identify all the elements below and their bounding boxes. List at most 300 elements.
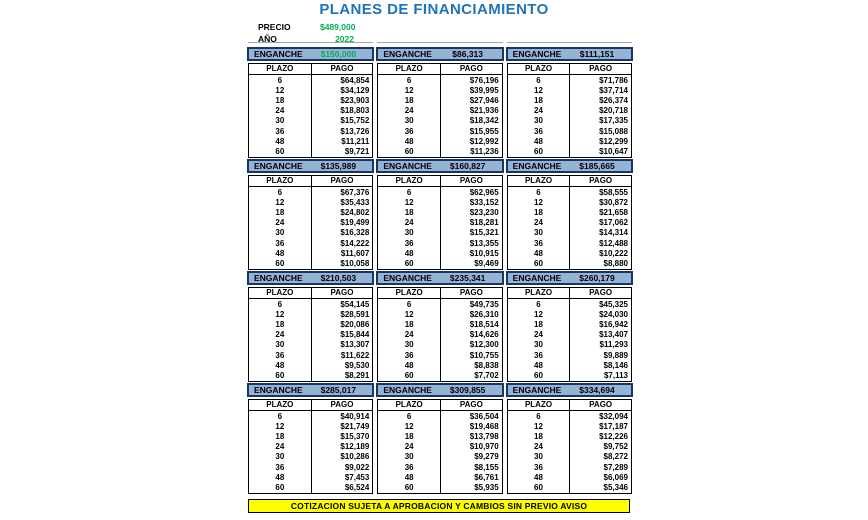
pago-cell: $33,152 (469, 197, 499, 207)
enganche-amount: $309,855 (449, 385, 486, 395)
plan-table (507, 160, 632, 270)
table-row (508, 452, 631, 462)
table-row (378, 228, 501, 238)
enganche-amount: $334,694 (579, 385, 615, 395)
pago-cell: $11,236 (470, 146, 499, 156)
table-row (378, 442, 501, 452)
table-row (508, 462, 631, 472)
pago-column-header: PAGO (459, 288, 483, 297)
pago-cell: $9,022 (344, 462, 370, 472)
plazo-cell: 60 (508, 482, 571, 492)
table-row (249, 411, 372, 421)
enganche-label: ENGANCHE (512, 161, 562, 171)
column-rule (507, 42, 632, 43)
table-row (508, 207, 631, 217)
table-row (508, 258, 631, 268)
plazo-cell: 24 (508, 442, 571, 452)
pago-cell: $12,300 (469, 340, 499, 350)
plazo-cell: 6 (508, 187, 571, 197)
table-row (508, 330, 631, 340)
table-row (378, 258, 501, 268)
enganche-amount: $285,017 (320, 385, 357, 395)
table-row (508, 442, 631, 452)
plazo-cell: 36 (249, 126, 312, 136)
table-row (508, 309, 631, 319)
table-row (249, 350, 372, 360)
pago-cell: $8,155 (474, 462, 499, 472)
pago-cell: $8,291 (344, 370, 370, 380)
plazo-column-header: PLAZO (249, 400, 312, 410)
pago-cell: $9,752 (603, 442, 628, 452)
enganche-header (377, 384, 502, 396)
table-row (249, 360, 372, 370)
pago-cell: $10,286 (340, 452, 370, 462)
plazo-cell: 6 (249, 299, 312, 309)
pago-cell: $13,307 (340, 340, 370, 350)
price-label: PRECIO (258, 22, 291, 32)
enganche-amount: $160,827 (449, 161, 486, 171)
enganche-header (248, 384, 373, 396)
footer-notice-text: COTIZACION SUJETA A APROBACION Y CAMBIOS SIN PREVIO AVISO (290, 501, 588, 511)
enganche-amount: $185,665 (579, 161, 615, 171)
table-header-row (249, 176, 372, 187)
pago-cell: $17,335 (599, 116, 628, 126)
plazo-cell: 48 (508, 472, 571, 482)
pago-cell: $14,626 (469, 330, 499, 340)
table-row (378, 248, 501, 258)
pago-cell: $13,798 (469, 431, 499, 441)
table-row (378, 482, 501, 492)
plazo-cell: 18 (378, 431, 441, 441)
pago-cell: $10,755 (469, 350, 499, 360)
enganche-label: ENGANCHE (383, 273, 432, 283)
plazo-column-header: PLAZO (249, 64, 312, 74)
table-row (249, 340, 372, 350)
page-title: PLANES DE FINANCIAMIENTO (319, 1, 549, 18)
plazo-cell: 48 (249, 360, 312, 370)
pago-cell: $16,328 (340, 228, 370, 238)
pago-cell: $9,721 (344, 146, 370, 156)
table-row (249, 197, 372, 207)
plazo-cell: 24 (378, 218, 441, 228)
plazo-cell: 48 (378, 472, 441, 482)
table-row (378, 299, 501, 309)
plazo-cell: 48 (378, 360, 441, 370)
pago-cell: $17,062 (599, 218, 628, 228)
table-row (249, 248, 372, 258)
pago-cell: $13,726 (340, 126, 370, 136)
pago-column-header: PAGO (589, 176, 613, 185)
table-row (508, 106, 631, 116)
plazo-cell: 6 (249, 187, 312, 197)
pago-cell: $18,514 (469, 319, 499, 329)
enganche-header (507, 160, 632, 172)
pago-cell: $10,647 (599, 146, 628, 156)
pago-cell: $7,453 (344, 472, 370, 482)
plazo-cell: 18 (508, 207, 571, 217)
enganche-header (248, 48, 373, 60)
enganche-amount: $210,503 (320, 273, 357, 283)
plazo-pago-table (248, 287, 373, 382)
table-header-row (378, 64, 501, 75)
table-row (508, 340, 631, 350)
plazo-cell: 36 (508, 238, 571, 248)
plazo-cell: 18 (378, 95, 441, 105)
plazo-cell: 36 (378, 238, 441, 248)
table-row (249, 238, 372, 248)
table-row (249, 299, 372, 309)
plazo-cell: 18 (508, 431, 571, 441)
pago-cell: $19,468 (469, 421, 499, 431)
pago-cell: $8,880 (603, 258, 628, 268)
enganche-label: ENGANCHE (383, 161, 432, 171)
plazo-cell: 24 (249, 106, 312, 116)
table-row (249, 309, 372, 319)
enganche-header (507, 48, 632, 60)
plazo-cell: 18 (249, 207, 312, 217)
plazo-cell: 60 (508, 258, 571, 268)
pago-cell: $24,802 (340, 207, 370, 217)
table-row (508, 126, 631, 136)
table-row (378, 330, 501, 340)
pago-cell: $12,488 (599, 238, 628, 248)
pago-cell: $12,992 (469, 136, 499, 146)
table-row (378, 75, 501, 85)
plazo-cell: 60 (378, 258, 441, 268)
plazo-cell: 12 (249, 421, 312, 431)
table-row (508, 136, 631, 146)
pago-cell: $39,995 (469, 85, 499, 95)
pago-cell: $9,889 (603, 350, 628, 360)
pago-cell: $54,145 (340, 299, 370, 309)
enganche-amount: $135,989 (320, 161, 357, 171)
table-row (378, 472, 501, 482)
enganche-label: ENGANCHE (254, 161, 303, 171)
pago-column-header: PAGO (330, 288, 354, 297)
plazo-column-header: PLAZO (249, 176, 312, 186)
table-row (378, 85, 501, 95)
plazo-cell: 6 (508, 299, 571, 309)
table-row (378, 238, 501, 248)
footer-banner (248, 499, 630, 513)
pago-cell: $12,226 (599, 431, 628, 441)
pago-cell: $20,086 (340, 319, 370, 329)
plazo-cell: 12 (378, 309, 441, 319)
pago-cell: $7,702 (474, 370, 499, 380)
plazo-cell: 24 (378, 442, 441, 452)
plazo-cell: 48 (249, 248, 312, 258)
plazo-cell: 30 (508, 228, 571, 238)
plazo-cell: 30 (508, 452, 571, 462)
plazo-cell: 24 (378, 106, 441, 116)
table-header-row (508, 64, 631, 75)
table-row (249, 319, 372, 329)
plazo-cell: 12 (378, 85, 441, 95)
pago-cell: $28,591 (340, 309, 370, 319)
pago-cell: $21,658 (599, 207, 628, 217)
pago-cell: $58,555 (599, 187, 628, 197)
table-row (508, 350, 631, 360)
pago-cell: $10,915 (469, 248, 499, 258)
pago-cell: $11,622 (340, 350, 370, 360)
plazo-cell: 36 (249, 350, 312, 360)
table-row (508, 116, 631, 126)
table-row (378, 106, 501, 116)
pago-cell: $7,289 (603, 462, 628, 472)
plazo-cell: 24 (249, 330, 312, 340)
enganche-label: ENGANCHE (383, 49, 432, 59)
plazo-cell: 12 (378, 197, 441, 207)
plazo-cell: 18 (249, 431, 312, 441)
plazo-column-header: PLAZO (249, 288, 312, 298)
plazo-cell: 36 (378, 462, 441, 472)
plazo-cell: 12 (508, 197, 571, 207)
plazo-column-header: PLAZO (508, 288, 571, 298)
pago-cell: $15,370 (340, 431, 370, 441)
enganche-label: ENGANCHE (383, 385, 432, 395)
table-row (378, 146, 501, 156)
enganche-label: ENGANCHE (512, 385, 562, 395)
year-label: AÑO (258, 34, 277, 44)
plazo-cell: 30 (378, 452, 441, 462)
plazo-cell: 18 (378, 319, 441, 329)
plazo-cell: 60 (249, 146, 312, 156)
pago-cell: $9,469 (474, 258, 499, 268)
plazo-pago-table (507, 287, 632, 382)
pago-cell: $49,735 (469, 299, 499, 309)
table-row (249, 187, 372, 197)
plan-table (248, 272, 373, 382)
plazo-cell: 60 (378, 146, 441, 156)
plazo-cell: 36 (249, 238, 312, 248)
plazo-cell: 24 (508, 218, 571, 228)
plazo-cell: 24 (378, 330, 441, 340)
pago-column-header: PAGO (330, 400, 354, 409)
column-rule (248, 42, 373, 43)
plazo-column-header: PLAZO (508, 64, 571, 74)
table-row (378, 370, 501, 380)
table-row (249, 218, 372, 228)
plazo-pago-table (248, 399, 373, 494)
table-row (508, 218, 631, 228)
pago-cell: $18,342 (469, 116, 499, 126)
plazo-cell: 6 (249, 75, 312, 85)
table-row (508, 431, 631, 441)
table-row (508, 421, 631, 431)
pago-cell: $15,955 (469, 126, 499, 136)
table-row (249, 228, 372, 238)
pago-cell: $8,272 (603, 452, 628, 462)
table-row (378, 95, 501, 105)
plazo-cell: 6 (378, 299, 441, 309)
plan-table (377, 272, 502, 382)
enganche-amount: $150,000 (320, 49, 357, 59)
table-header-row (508, 400, 631, 411)
pago-cell: $11,293 (599, 340, 628, 350)
pago-column-header: PAGO (459, 64, 483, 73)
pago-cell: $19,499 (340, 218, 370, 228)
enganche-label: ENGANCHE (254, 385, 303, 395)
plazo-cell: 48 (249, 472, 312, 482)
plazo-cell: 36 (508, 126, 571, 136)
plazo-cell: 6 (249, 411, 312, 421)
pago-column-header: PAGO (589, 64, 613, 73)
table-row (508, 228, 631, 238)
plazo-cell: 6 (508, 75, 571, 85)
plazo-cell: 30 (249, 116, 312, 126)
table-row (508, 238, 631, 248)
pago-cell: $17,187 (599, 421, 628, 431)
plazo-pago-table (507, 63, 632, 158)
plazo-cell: 12 (378, 421, 441, 431)
plazo-cell: 30 (508, 116, 571, 126)
table-row (508, 370, 631, 380)
plazo-pago-table (377, 287, 502, 382)
table-row (249, 421, 372, 431)
pago-cell: $14,222 (340, 238, 370, 248)
pago-column-header: PAGO (589, 400, 613, 409)
table-row (508, 75, 631, 85)
pago-cell: $27,946 (469, 95, 499, 105)
table-row (378, 309, 501, 319)
table-row (249, 431, 372, 441)
pago-cell: $11,211 (341, 136, 370, 146)
pago-cell: $23,903 (340, 95, 370, 105)
table-row (249, 482, 372, 492)
enganche-amount: $260,179 (579, 273, 615, 283)
table-row (378, 452, 501, 462)
pago-cell: $40,914 (340, 411, 370, 421)
table-row (378, 136, 501, 146)
pago-cell: $24,030 (599, 309, 628, 319)
table-row (508, 85, 631, 95)
table-row (249, 472, 372, 482)
pago-cell: $71,786 (599, 75, 628, 85)
plazo-cell: 60 (378, 482, 441, 492)
table-row (249, 258, 372, 268)
table-header-row (249, 400, 372, 411)
enganche-header (248, 160, 373, 172)
table-row (508, 360, 631, 370)
pago-cell: $21,936 (469, 106, 499, 116)
pago-cell: $18,281 (469, 218, 499, 228)
pago-cell: $26,310 (469, 309, 499, 319)
table-row (249, 442, 372, 452)
plazo-cell: 24 (508, 106, 571, 116)
pago-cell: $45,325 (599, 299, 628, 309)
pago-cell: $7,113 (603, 370, 628, 380)
pago-cell: $6,069 (603, 472, 628, 482)
plazo-cell: 60 (249, 370, 312, 380)
plan-table (377, 48, 502, 158)
enganche-label: ENGANCHE (254, 49, 303, 59)
plazo-pago-table (248, 63, 373, 158)
plazo-cell: 12 (508, 85, 571, 95)
plan-table (507, 384, 632, 494)
table-header-row (378, 288, 501, 299)
plazo-cell: 6 (378, 187, 441, 197)
column-rules (248, 42, 632, 43)
pago-cell: $10,970 (469, 442, 499, 452)
plazo-cell: 36 (508, 350, 571, 360)
plan-table (248, 48, 373, 158)
price-row (258, 21, 354, 33)
enganche-header (507, 384, 632, 396)
table-row (508, 187, 631, 197)
plazo-column-header: PLAZO (378, 64, 441, 74)
pago-cell: $36,504 (469, 411, 499, 421)
table-row (249, 370, 372, 380)
table-row (378, 360, 501, 370)
table-row (249, 95, 372, 105)
pago-cell: $20,718 (599, 106, 628, 116)
plazo-column-header: PLAZO (378, 176, 441, 186)
pago-column-header: PAGO (589, 288, 613, 297)
pago-cell: $6,761 (474, 472, 499, 482)
plazo-cell: 12 (249, 85, 312, 95)
plazo-cell: 6 (378, 411, 441, 421)
plazo-cell: 36 (249, 462, 312, 472)
table-header-row (378, 176, 501, 187)
plazo-cell: 60 (378, 370, 441, 380)
year-value: 2022 (335, 34, 354, 44)
pago-cell: $18,803 (340, 106, 370, 116)
table-row (378, 207, 501, 217)
table-row (378, 126, 501, 136)
year-row (258, 33, 354, 45)
plazo-cell: 12 (508, 309, 571, 319)
pago-cell: $67,376 (340, 187, 370, 197)
plazo-cell: 36 (378, 126, 441, 136)
plazo-cell: 48 (378, 136, 441, 146)
pago-cell: $21,749 (340, 421, 370, 431)
pago-cell: $13,355 (469, 238, 499, 248)
table-row (508, 95, 631, 105)
table-row (378, 319, 501, 329)
plazo-cell: 12 (508, 421, 571, 431)
plazo-pago-table (377, 399, 502, 494)
pago-cell: $16,942 (599, 319, 628, 329)
plazo-column-header: PLAZO (378, 288, 441, 298)
plazo-pago-table (377, 175, 502, 270)
enganche-amount: $111,151 (579, 49, 615, 59)
table-row (249, 330, 372, 340)
table-row (508, 472, 631, 482)
table-row (249, 116, 372, 126)
pago-cell: $35,433 (340, 197, 370, 207)
table-row (378, 411, 501, 421)
table-row (378, 116, 501, 126)
table-header-row (508, 176, 631, 187)
enganche-label: ENGANCHE (512, 273, 562, 283)
table-row (508, 411, 631, 421)
pago-column-header: PAGO (330, 176, 354, 185)
table-row (508, 482, 631, 492)
pago-cell: $12,189 (340, 442, 370, 452)
plazo-cell: 48 (378, 248, 441, 258)
table-row (378, 197, 501, 207)
enganche-amount: $235,341 (449, 273, 486, 283)
pago-cell: $9,279 (474, 452, 499, 462)
pago-cell: $62,965 (469, 187, 499, 197)
plan-table (248, 384, 373, 494)
pago-cell: $23,230 (469, 207, 499, 217)
plazo-column-header: PLAZO (508, 176, 571, 186)
plazo-cell: 30 (508, 340, 571, 350)
plazo-cell: 60 (508, 370, 571, 380)
plazo-cell: 60 (249, 482, 312, 492)
pago-cell: $8,838 (474, 360, 499, 370)
